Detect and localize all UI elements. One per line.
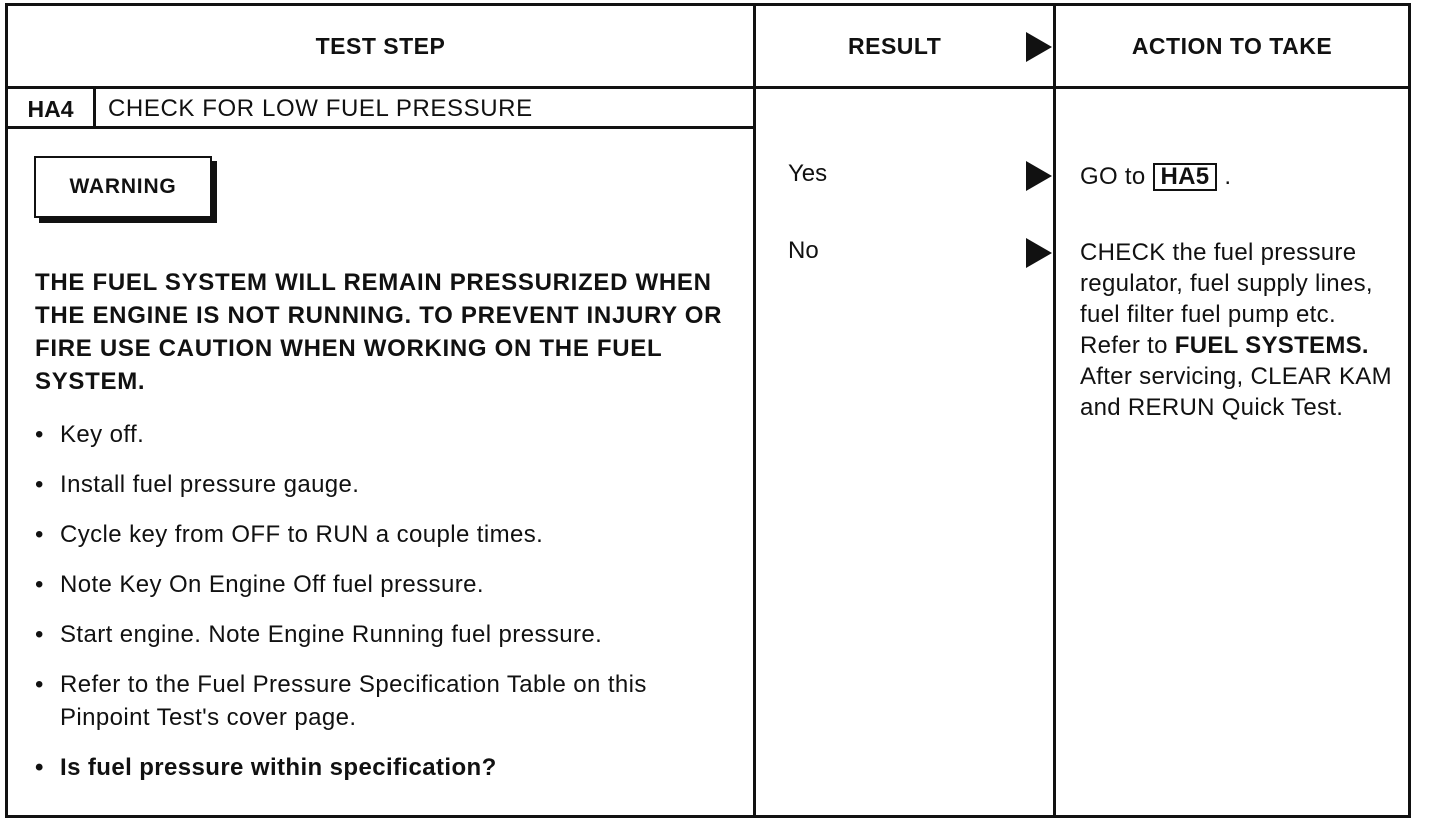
list-item: • Install fuel pressure gauge. (30, 468, 730, 501)
instruction-list (30, 418, 730, 801)
header-result: RESULT (848, 32, 942, 59)
action-no-text: CHECK the fuel pressure regulator, fuel supply lines, fuel filter fuel pump etc. Refer to (1080, 239, 1373, 359)
warning-badge: WARNING (34, 156, 212, 218)
step-id-divider (93, 86, 96, 126)
column-divider-action (1053, 6, 1056, 815)
test-table (5, 3, 1411, 818)
step-reference-ha5[interactable]: HA5 (1153, 163, 1218, 191)
header-test-step: TEST STEP (315, 32, 446, 59)
step-id: HA4 (27, 95, 74, 122)
action-no (1080, 237, 1400, 423)
list-item: • Cycle key from OFF to RUN a couple times. (30, 518, 730, 551)
result-no: No (788, 237, 819, 264)
action-no-reference: FUEL SYSTEMS. (1174, 332, 1369, 359)
list-item: • Refer to the Fuel Pressure Specification Table on this Pinpoint Test's cover page. (30, 668, 730, 734)
action-yes-prefix: GO to (1080, 163, 1146, 190)
action-no-text-2: After servicing, CLEAR KAM and RERUN Quick Test. (1080, 363, 1392, 421)
yes-arrow-icon (1026, 161, 1052, 191)
action-yes (1080, 161, 1231, 192)
header-arrow-icon (1026, 32, 1052, 62)
warning-text: THE FUEL SYSTEM WILL REMAIN PRESSURIZED WHEN THE ENGINE IS NOT RUNNING. TO PREVENT INJURY OR FIRE USE CAUTION WHEN WORKING ON THE FUEL SYSTEM. (35, 269, 723, 395)
column-divider-result (753, 6, 756, 815)
no-arrow-icon (1026, 238, 1052, 268)
list-item-question: • Is fuel pressure within specification? (30, 751, 730, 784)
list-item: • Note Key On Engine Off fuel pressure. (30, 568, 730, 601)
header-action: ACTION TO TAKE (1131, 32, 1333, 59)
list-item: • Key off. (30, 418, 730, 451)
step-title: CHECK FOR LOW FUEL PRESSURE (108, 95, 533, 122)
action-yes-suffix: . (1224, 163, 1232, 190)
result-yes: Yes (788, 160, 828, 187)
list-item: • Start engine. Note Engine Running fuel pressure. (30, 618, 730, 651)
